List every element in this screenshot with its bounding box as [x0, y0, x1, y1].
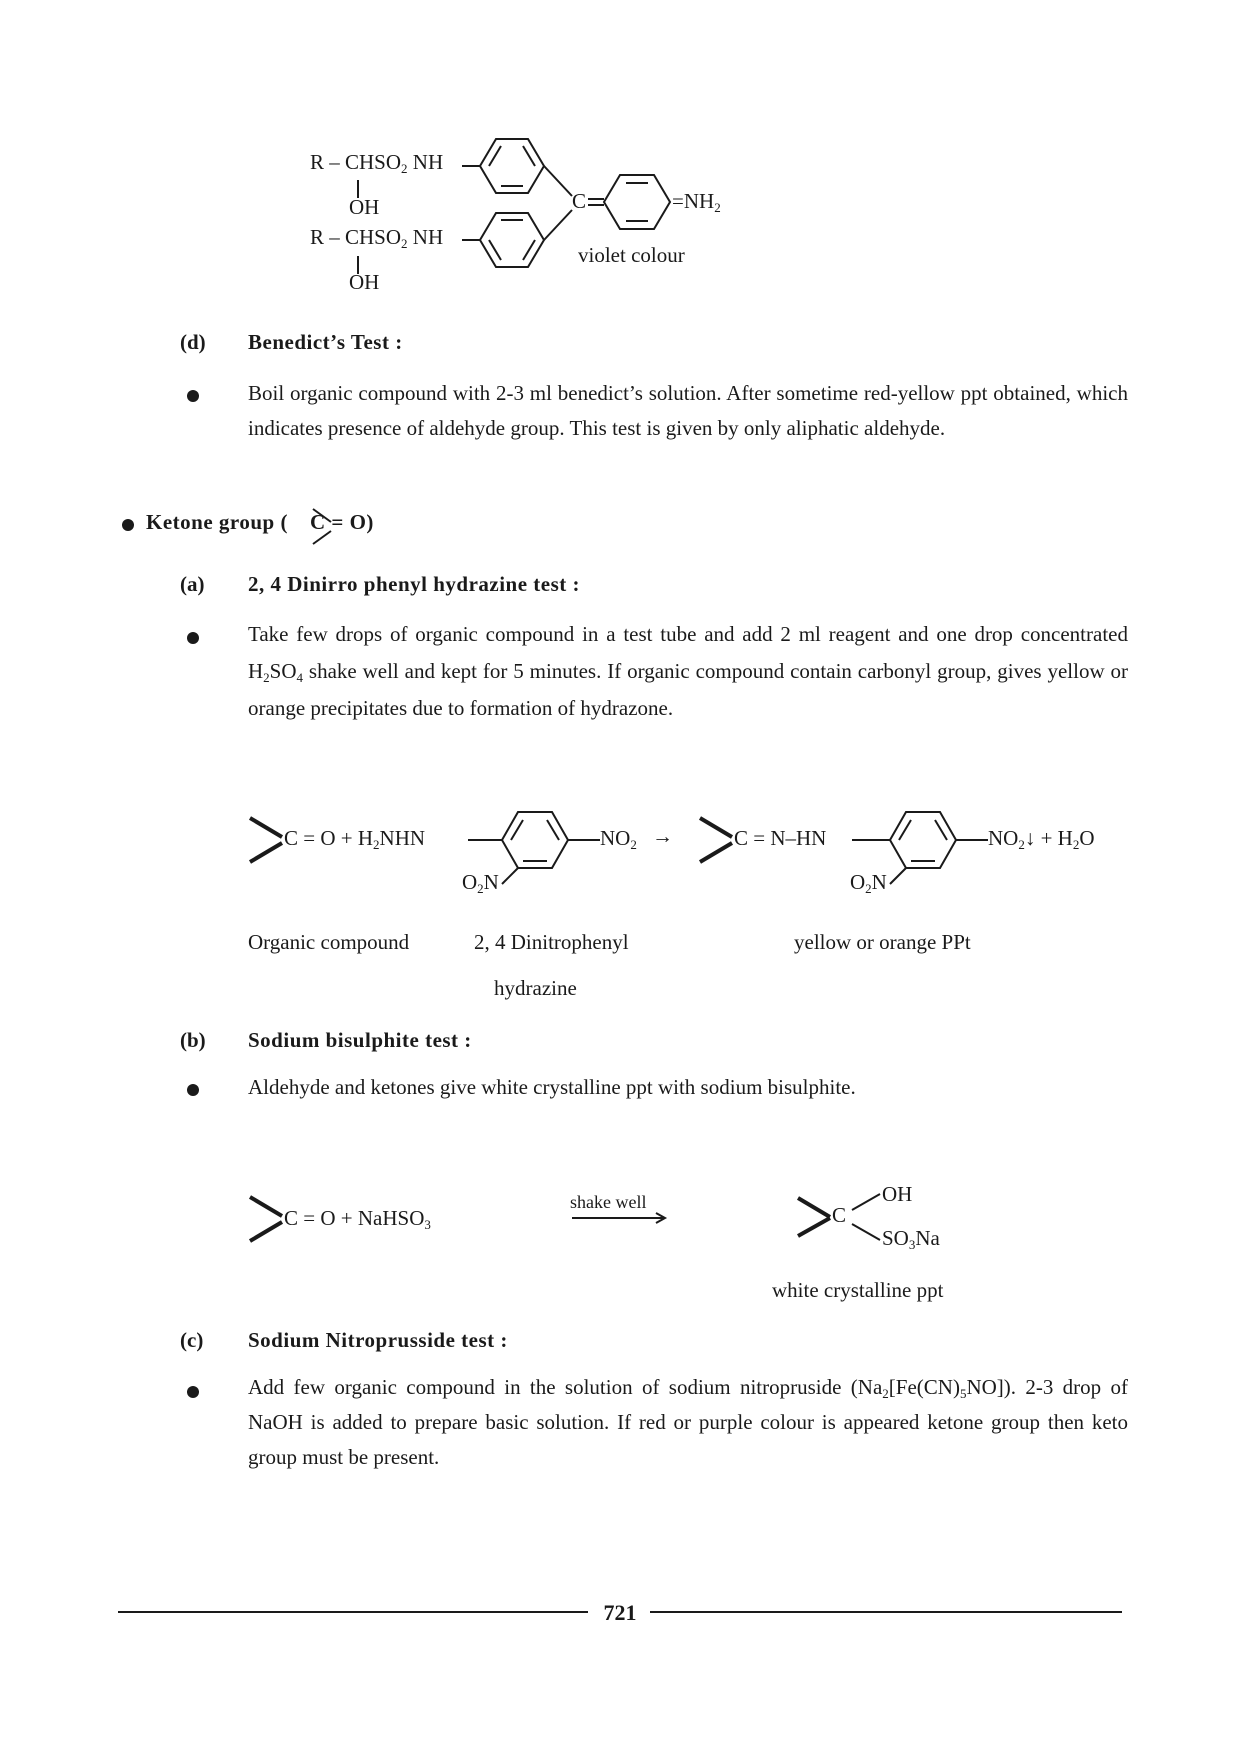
hydroxyl-top: OH [349, 195, 380, 219]
dnph-product-o2n: $O_2N$ [850, 870, 887, 896]
dnph-reactant-no2: $NO_2$ [600, 826, 637, 852]
bisulphite-text: Aldehyde and ketones give white crystalline ppt with sodium bisulphite. [248, 1075, 856, 1099]
caption-yellow-ppt: yellow or orange PPt [794, 930, 971, 954]
dnph-text: Take few drops of organic compound in a test tube and add 2 ml reagent and one drop concentrated $H_2SO_4$ shake well and kept for 5 minutes. If organic compound contain carbonyl group, gives yellow or orange precipitates due to formation of hydrazone. [248, 622, 1128, 720]
violet-colour-caption: violet colour [578, 243, 685, 267]
adduct-oh: OH [882, 1182, 913, 1206]
benedict-text: Boil organic compound with 2-3 ml benedict’s solution. After sometime red-yellow ppt obtained, which indicates presence of aldehyde group. This test is given by only aliphatic aldehyde. [248, 381, 1128, 440]
bisulphite-reactant: C = O + NaHSO$_3$ [284, 1206, 431, 1232]
caption-organic-compound: Organic compound [248, 930, 410, 954]
hydroxyl-bottom: OH [349, 270, 380, 294]
central-carbon: C [572, 189, 587, 213]
nitroprusside-marker: (c) [180, 1328, 204, 1352]
ketone-heading: Ketone group ( C = O) [146, 510, 374, 534]
bisulphite-heading: Sodium bisulphite test : [248, 1028, 472, 1052]
r-group-top: R – $CHSO_2$ NH [310, 150, 444, 176]
dnph-product-no2: $NO_2↓ + H_2O$ [988, 826, 1095, 852]
imine-group: $=NH_2$ [672, 189, 721, 215]
bisulphite-marker: (b) [180, 1028, 206, 1052]
arrow-label: shake well [570, 1192, 647, 1212]
nitroprusside-heading: Sodium Nitroprusside test : [248, 1328, 508, 1352]
adduct-carbon: C [832, 1203, 847, 1227]
caption-dnph-2: hydrazine [494, 976, 577, 1000]
dnph-marker: (a) [180, 572, 205, 596]
caption-white-ppt: white crystalline ppt [772, 1278, 944, 1302]
dnph-heading: 2, 4 Dinirro phenyl hydrazine test : [248, 572, 581, 596]
dnph-product-left: C = N–HN [734, 826, 827, 850]
benedict-heading: Benedict’s Test : [248, 330, 403, 354]
page-number: 721 [603, 1600, 637, 1625]
r-group-bottom: R – $CHSO_2$ NH [310, 225, 444, 251]
dnph-reactant-o2n: $O_2N$ [462, 870, 499, 896]
reaction-arrow: → [652, 824, 673, 848]
caption-dnph: 2, 4 Dinitrophenyl [474, 930, 629, 954]
nitroprusside-text: Add few organic compound in the solution of sodium nitropruside $(Na_2[Fe(CN)_5NO])$. 2-3 drop of NaOH is added to prepare basic solution. If red or purple colour is appeared ketone group then keto group must be present. [248, 1375, 1129, 1469]
adduct-so3na: $SO_3Na$ [882, 1226, 940, 1252]
dnph-reactant-left: $C = O + H_2NHN$ [284, 826, 426, 852]
benedict-marker: (d) [180, 330, 206, 354]
